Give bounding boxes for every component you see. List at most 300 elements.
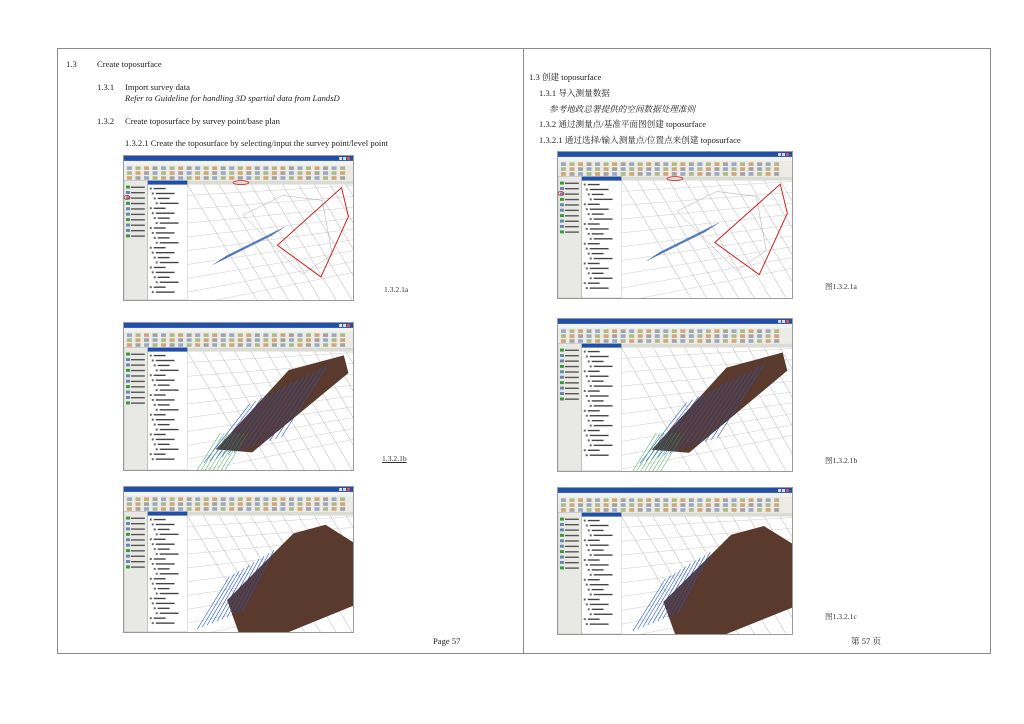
toolbar-button-icon	[655, 329, 660, 333]
toolbar-button-icon	[289, 343, 294, 347]
toolbar-button-icon	[323, 502, 328, 506]
toolbar-button-icon	[297, 343, 302, 347]
toolbar-button-icon	[578, 339, 583, 343]
toolbar-button-icon	[570, 503, 575, 507]
toolbar-button-icon	[655, 498, 660, 502]
tree-label-line	[154, 286, 166, 287]
toolbar-button-icon	[604, 167, 609, 171]
toolbar-button-icon	[612, 172, 617, 176]
tool-label-line	[131, 392, 145, 393]
toolbar-button-icon	[655, 172, 660, 176]
tree-node-icon	[156, 429, 158, 431]
toolbar-button-icon	[297, 338, 302, 342]
tree-node-icon	[152, 563, 154, 565]
toolbar-button-icon	[757, 167, 762, 171]
tool-label-line	[131, 364, 145, 365]
tool-label-line	[565, 562, 579, 563]
toolbar-button-icon	[272, 333, 277, 337]
tree-node-icon	[588, 213, 590, 215]
toolbar-button-icon	[170, 507, 175, 511]
tree-node-icon	[586, 375, 588, 377]
toolbar-button-icon	[170, 343, 175, 347]
tree-label-line	[154, 539, 166, 540]
tool-icon	[126, 213, 130, 216]
close-icon	[786, 320, 789, 323]
toolbar-button-icon	[127, 497, 132, 501]
tree-node-icon	[154, 568, 156, 570]
tree-label-line	[156, 232, 175, 233]
toolbar-button-icon	[212, 171, 217, 175]
toolbar-button-icon	[740, 498, 745, 502]
tool-label-line	[131, 561, 145, 562]
toolbar-button-icon	[578, 172, 583, 176]
toolbar-button-icon	[680, 172, 685, 176]
tree-node-icon	[154, 237, 156, 239]
toolbar-button-icon	[135, 502, 140, 506]
menu-bar	[558, 157, 792, 161]
tree-label-line	[160, 449, 179, 450]
minimize-icon	[339, 324, 342, 327]
tree-node-icon	[590, 405, 592, 407]
page-number: Page 57	[433, 636, 461, 646]
toolbar-button-icon	[672, 508, 677, 512]
toolbar-button-icon	[689, 162, 694, 166]
toolbar-button-icon	[238, 333, 243, 337]
tree-node-icon	[152, 583, 154, 585]
toolbar-button-icon	[766, 508, 771, 512]
project-browser-header	[582, 344, 622, 348]
tree-node-icon	[590, 258, 592, 260]
toolbar-button-icon	[697, 503, 702, 507]
toolbar-button-icon	[723, 508, 728, 512]
toolbar-button-icon	[638, 498, 643, 502]
toolbar-button-icon	[655, 167, 660, 171]
toolbar-button-icon	[255, 502, 260, 506]
tree-label-line	[592, 253, 604, 254]
maximize-icon	[782, 153, 785, 156]
toolbar-button-icon	[697, 508, 702, 512]
toolbar-button-icon	[187, 338, 192, 342]
toolbar-button-icon	[621, 503, 626, 507]
toolbar-button-icon	[238, 171, 243, 175]
tree-node-icon	[588, 360, 590, 362]
tree-node-icon	[586, 584, 588, 586]
toolbar-button-icon	[740, 172, 745, 176]
toolbar-button-icon	[221, 176, 226, 180]
toolbar-button-icon	[749, 172, 754, 176]
tool-label-line	[131, 219, 145, 220]
toolbar-button-icon	[774, 334, 779, 338]
tree-label-line	[588, 351, 600, 352]
tree-label-line	[156, 563, 175, 564]
toolbar-button-icon	[153, 333, 158, 337]
tree-label-line	[590, 525, 609, 526]
toolbar-button-icon	[306, 343, 311, 347]
toolbar-button-icon	[135, 176, 140, 180]
toolbar-button-icon	[570, 339, 575, 343]
toolbar-button-icon	[655, 503, 660, 507]
toolbar-button-icon	[561, 329, 566, 333]
toolbar-button-icon	[204, 176, 209, 180]
tree-node-icon	[152, 271, 154, 273]
tree-node-icon	[584, 262, 586, 264]
maximize-icon	[343, 157, 346, 160]
toolbar-button-icon	[170, 338, 175, 342]
figure-caption: 1.3.2.1a	[384, 285, 409, 294]
toolbar-button-icon	[740, 508, 745, 512]
tree-label-line	[160, 409, 179, 410]
toolbar-button-icon	[170, 497, 175, 501]
toolbar-button-icon	[714, 334, 719, 338]
subsection-note-cn: 参考地政总署提供的空间数据处理准则	[549, 104, 696, 114]
tree-node-icon	[586, 454, 588, 456]
toolbar-button-icon	[723, 498, 728, 502]
tool-icon	[560, 561, 564, 564]
toolbar-button-icon	[689, 167, 694, 171]
toolbar-button-icon	[340, 507, 345, 511]
toolbar-button-icon	[229, 502, 234, 506]
tool-label-line	[131, 187, 145, 188]
tree-label-line	[590, 248, 609, 249]
tree-node-icon	[156, 202, 158, 204]
toolbar-button-icon	[680, 503, 685, 507]
toolbar-button-icon	[229, 333, 234, 337]
tree-node-icon	[154, 443, 156, 445]
figure-caption-cn: 图1.3.2.1b	[825, 456, 858, 465]
toolbar-button-icon	[204, 497, 209, 501]
toolbar-button-icon	[212, 502, 217, 506]
tree-label-line	[158, 384, 170, 385]
tree-node-icon	[584, 410, 586, 412]
tree-label-line	[590, 209, 609, 210]
minimize-icon	[778, 153, 781, 156]
toolbar-button-icon	[612, 329, 617, 333]
tree-node-icon	[588, 589, 590, 591]
tool-icon	[560, 523, 564, 526]
toolbar-button-icon	[587, 498, 592, 502]
toolbar-button-icon	[161, 502, 166, 506]
tree-label-line	[154, 578, 166, 579]
toolbar-button-icon	[263, 497, 268, 501]
tool-icon	[560, 566, 564, 569]
tree-label-line	[158, 237, 170, 238]
toolbar-button-icon	[340, 176, 345, 180]
close-icon	[786, 153, 789, 156]
tree-node-icon	[152, 399, 154, 401]
toolbar-button-icon	[587, 329, 592, 333]
tool-icon	[126, 380, 130, 383]
toolbar-button-icon	[766, 503, 771, 507]
tool-icon	[560, 392, 564, 395]
toolbar-button-icon	[178, 333, 183, 337]
tree-label-line	[158, 568, 170, 569]
minimize-icon	[339, 157, 342, 160]
toolbar-button-icon	[689, 339, 694, 343]
toolbar-button-icon	[170, 166, 175, 170]
tool-label-line	[565, 377, 579, 378]
tree-node-icon	[588, 400, 590, 402]
toolbar-button-icon	[578, 498, 583, 502]
tool-icon	[126, 533, 130, 536]
tree-label-line	[156, 399, 175, 400]
tree-node-icon	[156, 389, 158, 391]
project-browser	[582, 344, 622, 471]
toolbar-button-icon	[144, 497, 149, 501]
tool-label-line	[131, 518, 145, 519]
tree-label-line	[158, 277, 170, 278]
toolbar-button-icon	[161, 333, 166, 337]
tree-node-icon	[150, 617, 152, 619]
tool-icon	[560, 349, 564, 352]
toolbar-button-icon	[127, 176, 132, 180]
tree-label-line	[594, 445, 613, 446]
toolbar-button-icon	[221, 343, 226, 347]
tree-node-icon	[586, 544, 588, 546]
tool-icon	[126, 229, 130, 232]
toolbar-button-icon	[757, 329, 762, 333]
tool-label-line	[565, 350, 579, 351]
tree-node-icon	[584, 390, 586, 392]
tree-node-icon	[584, 559, 586, 561]
toolbar-button-icon	[740, 167, 745, 171]
close-icon	[347, 157, 350, 160]
tree-label-line	[156, 291, 175, 292]
tree-label-line	[156, 439, 175, 440]
toolbar-button-icon	[332, 502, 337, 506]
toolbar-button-icon	[629, 508, 634, 512]
tree-node-icon	[150, 538, 152, 540]
toolbar-button-icon	[732, 162, 737, 166]
tree-label-line	[154, 208, 166, 209]
toolbar-button-icon	[680, 162, 685, 166]
toolbar-button-icon	[612, 339, 617, 343]
toolbar-button-icon	[570, 508, 575, 512]
tool-icon	[126, 538, 130, 541]
tree-node-icon	[154, 384, 156, 386]
toolbar-button-icon	[629, 339, 634, 343]
toolbar-button-icon	[255, 343, 260, 347]
tree-node-icon	[584, 282, 586, 284]
toolbar-button-icon	[170, 171, 175, 175]
tree-label-line	[160, 370, 179, 371]
tree-label-line	[588, 540, 600, 541]
toolbar-button-icon	[663, 334, 668, 338]
tree-node-icon	[156, 593, 158, 595]
tree-label-line	[594, 614, 613, 615]
tree-label-line	[588, 450, 600, 451]
toolbar-button-icon	[561, 503, 566, 507]
toolbar-button-icon	[332, 166, 337, 170]
tree-node-icon	[150, 433, 152, 435]
toolbar-button-icon	[246, 176, 251, 180]
tree-label-line	[156, 583, 175, 584]
toolbar-button-icon	[144, 333, 149, 337]
tree-node-icon	[150, 286, 152, 288]
tree-label-line	[154, 558, 166, 559]
toolbar-button-icon	[170, 176, 175, 180]
toolbar-button-icon	[689, 498, 694, 502]
toolbar-button-icon	[587, 172, 592, 176]
toolbar-button-icon	[757, 172, 762, 176]
toolbar-button-icon	[187, 333, 192, 337]
toolbar-button-icon	[655, 162, 660, 166]
tool-icon	[560, 376, 564, 379]
toolbar-button-icon	[612, 334, 617, 338]
toolbar-button-icon	[263, 502, 268, 506]
toolbar-button-icon	[178, 176, 183, 180]
toolbar-button-icon	[323, 343, 328, 347]
maximize-icon	[343, 324, 346, 327]
tree-label-line	[158, 548, 170, 549]
tree-node-icon	[588, 253, 590, 255]
tree-label-line	[590, 395, 609, 396]
toolbar-button-icon	[621, 498, 626, 502]
toolbar-button-icon	[629, 503, 634, 507]
tool-label-line	[565, 398, 579, 399]
tool-label-line	[565, 557, 579, 558]
tree-node-icon	[586, 267, 588, 269]
tool-label-line	[131, 397, 145, 398]
window-title-bar	[558, 488, 792, 493]
tree-label-line	[592, 233, 604, 234]
toolbar-button-icon	[774, 167, 779, 171]
tree-node-icon	[586, 356, 588, 358]
toolbar-button-icon	[127, 166, 132, 170]
toolbar-button-icon	[135, 166, 140, 170]
tree-node-icon	[586, 287, 588, 289]
toolbar-button-icon	[595, 162, 600, 166]
toolbar-button-icon	[697, 167, 702, 171]
toolbar-button-icon	[697, 172, 702, 176]
toolbar-button-icon	[714, 498, 719, 502]
tree-node-icon	[152, 252, 154, 254]
figure-caption-cn: 图1.3.2.1a	[825, 282, 857, 291]
view-tab-bar	[187, 512, 353, 516]
toolbar-button-icon	[340, 343, 345, 347]
toolbar-button-icon	[229, 166, 234, 170]
toolbar-button-icon	[604, 162, 609, 166]
tool-icon	[560, 198, 564, 201]
tree-label-line	[588, 263, 600, 264]
subsection-title-cn: 1.3.2 通过测量点/基准平面图创建 toposurface	[539, 119, 707, 129]
toolbar-button-icon	[195, 502, 200, 506]
tree-label-line	[156, 458, 175, 459]
tool-label-line	[565, 535, 579, 536]
toolbar-button-icon	[246, 497, 251, 501]
tree-node-icon	[584, 223, 586, 225]
toolbar-button-icon	[570, 167, 575, 171]
toolbar-button-icon	[663, 508, 668, 512]
tree-node-icon	[154, 276, 156, 278]
toolbar-button-icon	[161, 166, 166, 170]
toolbar-button-icon	[672, 167, 677, 171]
tree-label-line	[156, 380, 175, 381]
tree-label-line	[154, 247, 166, 248]
tree-node-icon	[590, 594, 592, 596]
tree-label-line	[588, 243, 600, 244]
tool-label-line	[565, 540, 579, 541]
tree-node-icon	[150, 414, 152, 416]
toolbar-button-icon	[689, 334, 694, 338]
toolbar-button-icon	[680, 508, 685, 512]
toolbar-button-icon	[757, 162, 762, 166]
toolbar-button-icon	[144, 176, 149, 180]
tree-node-icon	[156, 612, 158, 614]
toolbar-button-icon	[127, 507, 132, 511]
screenshot-figure-c	[123, 486, 354, 633]
tool-label-line	[131, 375, 145, 376]
tree-label-line	[594, 278, 613, 279]
tree-label-line	[594, 199, 613, 200]
toolbar-button-icon	[570, 172, 575, 176]
tool-icon	[560, 381, 564, 384]
toolbar-button-icon	[144, 171, 149, 175]
tool-icon	[560, 220, 564, 223]
toolbar-button-icon	[706, 503, 711, 507]
tree-node-icon	[152, 232, 154, 234]
maximize-icon	[782, 489, 785, 492]
tree-label-line	[588, 579, 600, 580]
toolbar-button-icon	[135, 507, 140, 511]
tree-label-line	[594, 535, 613, 536]
close-icon	[786, 489, 789, 492]
tool-icon	[560, 230, 564, 233]
toolbar-button-icon	[672, 503, 677, 507]
toolbar-button-icon	[732, 167, 737, 171]
toolbar-button-icon	[229, 176, 234, 180]
tool-label-line	[565, 567, 579, 568]
toolbar-button-icon	[646, 498, 651, 502]
toolbar-button-icon	[153, 502, 158, 506]
tree-node-icon	[584, 203, 586, 205]
toolbar-button-icon	[663, 339, 668, 343]
toolbar-button-icon	[774, 172, 779, 176]
toolbar-button-icon	[323, 338, 328, 342]
tree-node-icon	[590, 385, 592, 387]
tree-node-icon	[154, 217, 156, 219]
tree-label-line	[160, 242, 179, 243]
tree-label-line	[154, 598, 166, 599]
toolbar-button-icon	[263, 507, 268, 511]
toolbar-button-icon	[774, 498, 779, 502]
toolbar-button-icon	[306, 497, 311, 501]
minimize-icon	[339, 488, 342, 491]
tree-label-line	[158, 529, 170, 530]
toolbar-button-icon	[697, 339, 702, 343]
tree-label-line	[594, 594, 613, 595]
toolbar-button-icon	[135, 497, 140, 501]
toolbar-button-icon	[229, 497, 234, 501]
toolbar-button-icon	[612, 162, 617, 166]
toolbar-button-icon	[272, 507, 277, 511]
toolbar-button-icon	[561, 339, 566, 343]
tree-label-line	[154, 434, 166, 435]
tree-node-icon	[586, 603, 588, 605]
tree-node-icon	[586, 415, 588, 417]
tree-node-icon	[154, 607, 156, 609]
toolbar-button-icon	[246, 338, 251, 342]
toolbar-button-icon	[255, 176, 260, 180]
toolbar-button-icon	[672, 172, 677, 176]
tree-label-line	[160, 613, 179, 614]
tool-label-line	[131, 354, 145, 355]
toolbar-button-icon	[153, 497, 158, 501]
toolbar-button-icon	[595, 508, 600, 512]
toolbar-button-icon	[680, 167, 685, 171]
tree-label-line	[156, 419, 175, 420]
tree-node-icon	[152, 622, 154, 624]
tree-node-icon	[590, 554, 592, 556]
